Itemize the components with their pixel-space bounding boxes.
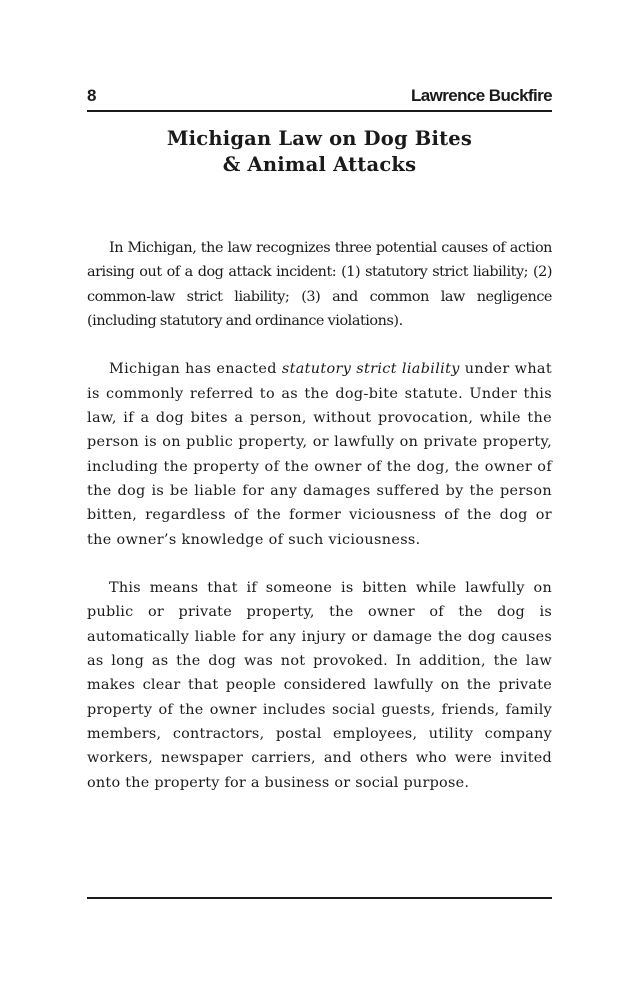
header-rule (87, 110, 552, 112)
paragraph-2-rest: under what is commonly referred to as the dog-bite statute. Under this law, if a dog bites a person, without provocation, while the person is on public property, or lawfully on private property, including the property of the owner of the dog, the owner of the dog is be liable for any damages suffered by the person bitten, regardless of the former viciousness of the dog or the owner’s knowledge of such viciousness. (87, 361, 552, 548)
body-text (87, 236, 552, 795)
footer-rule (87, 897, 552, 899)
page-header (87, 86, 552, 110)
paragraph-2 (87, 357, 552, 551)
running-head-author: Lawrence Buckfire (411, 86, 552, 105)
page-number: 8 (87, 86, 97, 105)
chapter-title (87, 126, 552, 178)
paragraph-1: In Michigan, the law recognizes three potential causes of action arising out of a dog attack incident: (1) statutory strict liability; (2) common-law strict liability; (3) and common law negligence (including statutory and ordinance violations). (87, 240, 552, 329)
paragraph-2-emphasis: statutory strict liability (281, 361, 460, 378)
paragraph-2-lead: Michigan has enacted (109, 361, 282, 378)
paragraph-3: This means that if someone is bitten while lawfully on public or private property, the owner of the dog is automatically liable for any injury or damage the dog causes as long as the dog was not provoked. In addition, the law makes clear that people considered lawfully on the private property of the owner includes social guests, friends, family members, contractors, postal employees, utility company workers, newspaper carriers, and others who were invited onto the property for a business or social purpose. (87, 580, 552, 791)
chapter-title-line-1: Michigan Law on Dog Bites (166, 127, 473, 150)
chapter-title-line-2: & Animal Attacks (222, 153, 417, 176)
